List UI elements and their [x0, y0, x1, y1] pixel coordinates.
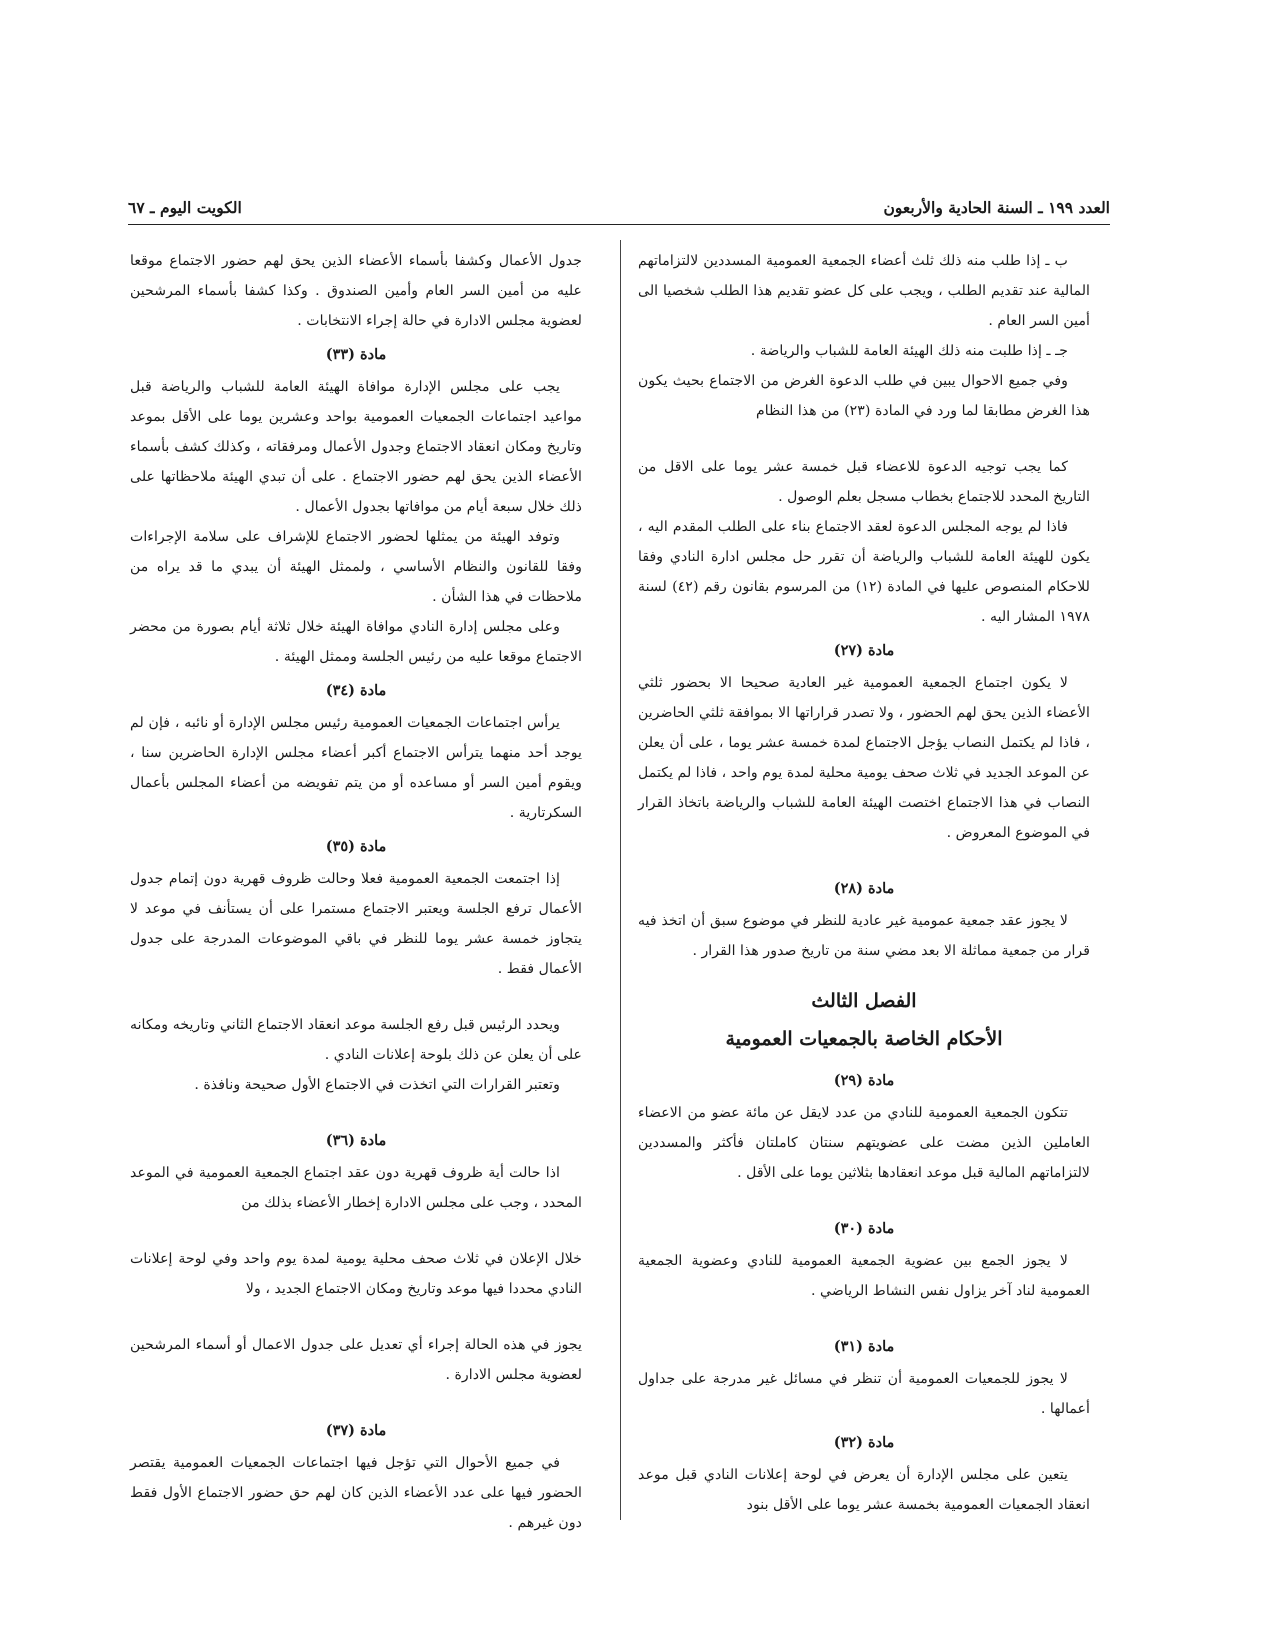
page-header [128, 196, 1110, 218]
paragraph: وتعتبر القرارات التي اتخذت في الاجتماع الأول صحيحة ونافذة . [194, 1077, 560, 1093]
paragraph: يتعين على مجلس الإدارة أن يعرض في لوحة إعلانات النادي قبل موعد انعقاد الجمعيات العمومية بخمسة عشر يوما على الأقل بنود [638, 1467, 1090, 1513]
issue-info: العدد ١٩٩ ـ السنة الحادية والأربعون [883, 197, 1110, 217]
article-heading: مادة (٣٧) [325, 1422, 387, 1439]
spacer [638, 426, 1090, 452]
article-heading: مادة (٣٢) [833, 1434, 895, 1451]
paragraph: إذا اجتمعت الجمعية العمومية فعلا وحالت ظروف قهرية دون إتمام جدول الأعمال ترفع الجلسة ويعتبر الاجتماع مستمرا على أن يستأنف في موعد لا يتجاوز خمسة عشر يوما للنظر في باقي الموضوعات المدرجة على جدول الأعمال فقط . [130, 871, 582, 977]
paragraph: في جميع الأحوال التي تؤجل فيها اجتماعات الجمعيات العمومية يقتصر الحضور فيها على عدد الأعضاء الذين كان لهم حق حضور الاجتماع الأول فقط دون غيرهم . [130, 1455, 582, 1531]
publication-page-number: الكويت اليوم ـ ٦٧ [128, 197, 242, 217]
paragraph: ويحدد الرئيس قبل رفع الجلسة موعد انعقاد الاجتماع الثاني وتاريخه ومكانه على أن يعلن عن ذلك بلوحة إعلانات النادي . [130, 1017, 582, 1063]
column-divider [620, 240, 621, 1520]
paragraph: جـ ـ إذا طلبت منه ذلك الهيئة العامة للشباب والرياضة . [750, 343, 1068, 359]
article-heading: مادة (٣٠) [833, 1220, 895, 1237]
article-heading: مادة (٢٩) [833, 1072, 895, 1089]
paragraph: لا يجوز الجمع بين عضوية الجمعية العمومية للنادي وعضوية الجمعية العمومية لناد آخر يزاول نفس النشاط الرياضي . [638, 1253, 1090, 1299]
article-heading: مادة (٣٤) [325, 682, 387, 699]
spacer [130, 1304, 582, 1330]
paragraph: يرأس اجتماعات الجمعيات العمومية رئيس مجلس الإدارة أو نائبه ، فإن لم يوجد أحد منهما يترأس الاجتماع أكبر أعضاء مجلس الإدارة الحاضرين سنا ، ويقوم أمين السر أو مساعده أو من يتم تفويضه من أعضاء المجلس بأعمال السكرتارية . [130, 715, 582, 821]
paragraph: تتكون الجمعية العمومية للنادي من عدد لايقل عن مائة عضو من الاعضاء العاملين الذين مضت على عضويتهم سنتان كاملتان فأكثر والمسددين لالتزاماتهم المالية قبل موعد انعقادها بثلاثين يوما على الأقل . [638, 1105, 1090, 1181]
paragraph: يجب على مجلس الإدارة موافاة الهيئة العامة للشباب والرياضة قبل مواعيد اجتماعات الجمعيات العمومية بواحد وعشرين يوما على الأقل بموعد وتاريخ ومكان انعقاد الاجتماع وجدول الأعمال ومرفقاته ، وكذلك كشف بأسماء الأعضاء الذين يحق لهم حضور الاجتماع . على أن تبدي الهيئة ملاحظاتها على ذلك خلال سبعة أيام من موافاتها بجدول الأعمال . [130, 379, 582, 515]
article-heading: مادة (٣٣) [325, 346, 387, 363]
spacer [130, 984, 582, 1010]
paragraph: كما يجب توجيه الدعوة للاعضاء قبل خمسة عشر يوما على الاقل من التاريخ المحدد للاجتماع بخطاب مسجل بعلم الوصول . [638, 459, 1090, 505]
paragraph: لا يجوز عقد جمعية عمومية غير عادية للنظر في موضوع سبق أن اتخذ فيه قرار من جمعية مماثلة الا بعد مضي سنة من تاريخ صدور هذا القرار . [638, 913, 1090, 959]
paragraph: جدول الأعمال وكشفا بأسماء الأعضاء الذين يحق لهم حضور الاجتماع موقعا عليه من أمين السر العام وأمين الصندوق . وكذا كشفا بأسماء المرشحين لعضوية مجلس الادارة في حالة إجراء الانتخابات . [130, 253, 582, 329]
paragraph: اذا حالت أية ظروف قهرية دون عقد اجتماع الجمعية العمومية في الموعد المحدد ، وجب على مجلس الادارة إخطار الأعضاء بذلك من [130, 1165, 582, 1211]
header-rule [128, 224, 1110, 225]
article-heading: مادة (٢٨) [833, 880, 895, 897]
article-heading: مادة (٣٦) [325, 1132, 387, 1149]
chapter-subtitle: الأحكام الخاصة بالجمعيات العمومية [725, 1028, 1003, 1050]
paragraph: ب ـ إذا طلب منه ذلك ثلث أعضاء الجمعية العمومية المسددين لالتزاماتهم المالية عند تقديم الطلب ، ويجب على كل عضو تقديم هذا الطلب شخصيا الى أمين السر العام . [638, 253, 1090, 329]
paragraph: وعلى مجلس إدارة النادي موافاة الهيئة خلال ثلاثة أيام بصورة من محضر الاجتماع موقعا عليه من رئيس الجلسة وممثل الهيئة . [130, 619, 582, 665]
article-heading: مادة (٣١) [833, 1338, 895, 1355]
right-column [638, 246, 1090, 1520]
chapter-title: الفصل الثالث [811, 990, 917, 1012]
spacer [130, 1218, 582, 1244]
article-heading: مادة (٢٧) [833, 642, 895, 659]
article-heading: مادة (٣٥) [325, 838, 387, 855]
left-column [130, 246, 582, 1538]
paragraph: وتوفد الهيئة من يمثلها لحضور الاجتماع للإشراف على سلامة الإجراءات وفقا للقانون والنظام الأساسي ، ولممثل الهيئة أن يبدي ما قد يراه من ملاحظات في هذا الشأن . [130, 529, 582, 605]
paragraph: لا يجوز للجمعيات العمومية أن تنظر في مسائل غير مدرجة على جداول أعمالها . [638, 1371, 1090, 1417]
paragraph: لا يكون اجتماع الجمعية العمومية غير العادية صحيحا الا بحضور ثلثي الأعضاء الذين يحق لهم الحضور ، ولا تصدر قراراتها الا بموافقة ثلثي الحاضرين ، فاذا لم يكتمل النصاب يؤجل الاجتماع لمدة خمسة عشر يوما ، على أن يعلن عن الموعد الجديد في ثلاث صحف يومية محلية لمدة يوم واحد ، فاذا لم يكتمل النصاب في هذا الاجتماع اختصت الهيئة العامة للشباب والرياضة باتخاذ القرار في الموضوع المعروض . [638, 675, 1090, 841]
paragraph: يجوز في هذه الحالة إجراء أي تعديل على جدول الاعمال أو أسماء المرشحين لعضوية مجلس الادارة . [130, 1337, 582, 1383]
paragraph: وفي جميع الاحوال يبين في طلب الدعوة الغرض من الاجتماع بحيث يكون هذا الغرض مطابقا لما ورد في المادة (٢٣) من هذا النظام [638, 373, 1090, 419]
paragraph: خلال الإعلان في ثلاث صحف محلية يومية لمدة يوم واحد وفي لوحة إعلانات النادي محددا فيها موعد وتاريخ ومكان الاجتماع الجديد ، ولا [130, 1251, 582, 1297]
paragraph: فاذا لم يوجه المجلس الدعوة لعقد الاجتماع بناء على الطلب المقدم اليه ، يكون للهيئة العامة للشباب والرياضة أن تقرر حل مجلس ادارة النادي وفقا للاحكام المنصوص عليها في المادة (١٢) من المرسوم بقانون رقم (٤٢) لسنة ١٩٧٨ المشار اليه . [638, 519, 1090, 625]
